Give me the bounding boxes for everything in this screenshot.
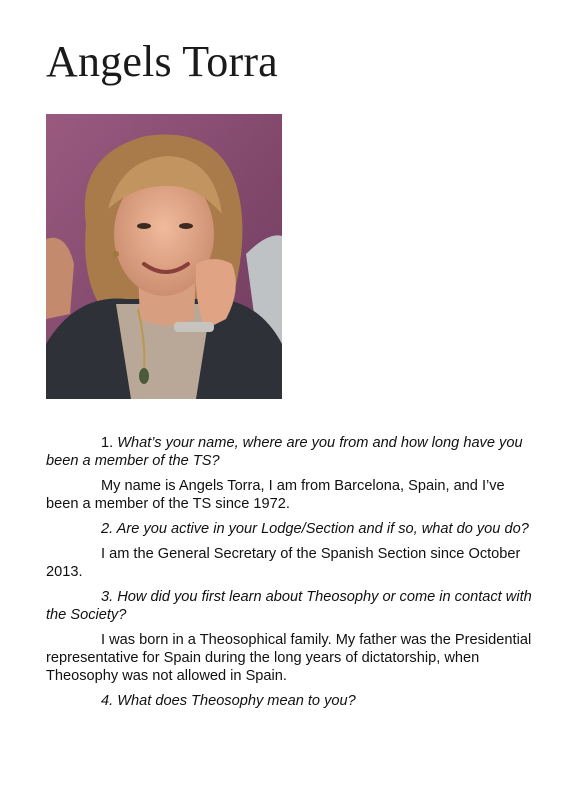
right-eye <box>179 223 193 229</box>
pendant <box>139 368 149 384</box>
question-2: 2. Are you active in your Lodge/Section and if so, what do you do? <box>101 521 529 537</box>
left-eye <box>137 223 151 229</box>
earring <box>113 251 119 257</box>
bracelet <box>174 322 214 332</box>
question-1: 1. What’s your name, where are you from and how long have you been a member of the TS? <box>46 435 523 469</box>
interview-text <box>46 434 536 717</box>
question-4: 4. What does Theosophy mean to you? <box>101 693 356 709</box>
portrait-illustration <box>46 114 282 399</box>
question-3: 3. How did you first learn about Theosophy or come in contact with the Society? <box>46 589 532 623</box>
page-title: Angels Torra <box>46 37 278 86</box>
portrait-photo <box>46 114 282 399</box>
answer-2: I am the General Secretary of the Spanish Section since October 2013. <box>46 546 521 580</box>
answer-3: I was born in a Theosophical family. My father was the Presidential representative for Spain during the long years of dictatorship, when Theosophy was not allowed in Spain. <box>46 632 532 684</box>
answer-1: My name is Angels Torra, I am from Barcelona, Spain, and I’ve been a member of the TS since 1972. <box>46 478 505 512</box>
